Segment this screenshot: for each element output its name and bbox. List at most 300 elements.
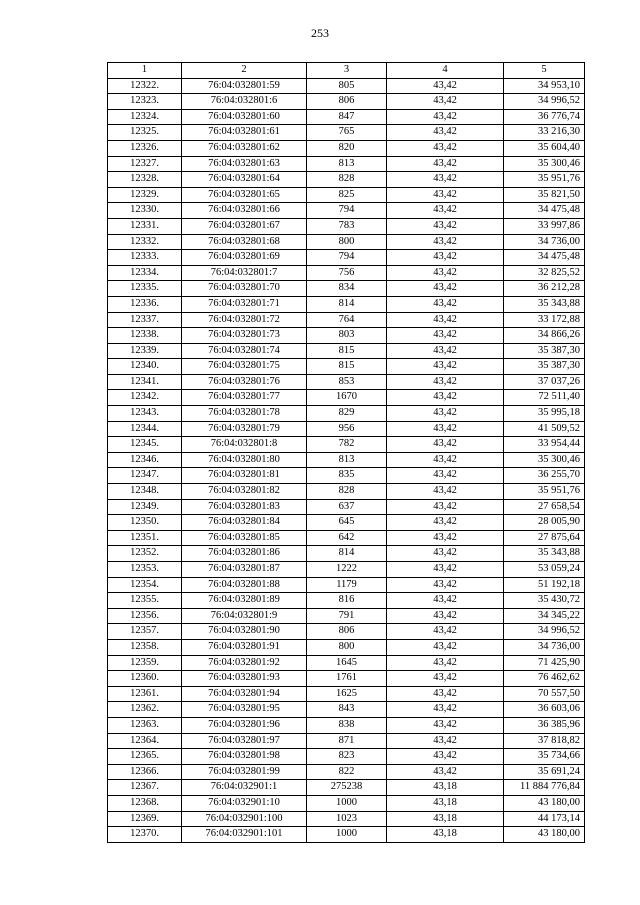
cadastral-number-cell: 76:04:032901:101 bbox=[182, 827, 307, 843]
row-number-cell: 12361. bbox=[108, 686, 182, 702]
row-number-cell: 12356. bbox=[108, 608, 182, 624]
row-number-cell: 12337. bbox=[108, 312, 182, 328]
column-header-area: 3 bbox=[307, 63, 387, 79]
area-cell: 1625 bbox=[307, 686, 387, 702]
row-number-cell: 12352. bbox=[108, 546, 182, 562]
value-cell: 34 475,48 bbox=[504, 203, 585, 219]
page-number: 253 bbox=[311, 26, 329, 40]
table-row bbox=[108, 671, 585, 687]
table-row bbox=[108, 530, 585, 546]
cadastral-number-cell: 76:04:032901:100 bbox=[182, 811, 307, 827]
value-cell: 35 951,76 bbox=[504, 484, 585, 500]
value-cell: 36 776,74 bbox=[504, 109, 585, 125]
value-cell: 37 818,82 bbox=[504, 733, 585, 749]
value-cell: 27 875,64 bbox=[504, 530, 585, 546]
table-row bbox=[108, 343, 585, 359]
cadastral-number-cell: 76:04:032801:70 bbox=[182, 281, 307, 297]
table-row bbox=[108, 515, 585, 531]
table-row bbox=[108, 234, 585, 250]
rate-cell: 43,42 bbox=[387, 78, 504, 94]
area-cell: 853 bbox=[307, 374, 387, 390]
value-cell: 35 995,18 bbox=[504, 406, 585, 422]
value-cell: 70 557,50 bbox=[504, 686, 585, 702]
table-row bbox=[108, 172, 585, 188]
value-cell: 11 884 776,84 bbox=[504, 780, 585, 796]
table-row bbox=[108, 359, 585, 375]
value-cell: 41 509,52 bbox=[504, 421, 585, 437]
rate-cell: 43,42 bbox=[387, 686, 504, 702]
value-cell: 43 180,00 bbox=[504, 827, 585, 843]
table-row bbox=[108, 499, 585, 515]
rate-cell: 43,42 bbox=[387, 140, 504, 156]
cadastral-number-cell: 76:04:032801:90 bbox=[182, 624, 307, 640]
rate-cell: 43,42 bbox=[387, 156, 504, 172]
row-number-cell: 12328. bbox=[108, 172, 182, 188]
table-row bbox=[108, 296, 585, 312]
cadastral-number-cell: 76:04:032801:81 bbox=[182, 468, 307, 484]
rate-cell: 43,42 bbox=[387, 515, 504, 531]
area-cell: 814 bbox=[307, 546, 387, 562]
area-cell: 815 bbox=[307, 343, 387, 359]
area-cell: 822 bbox=[307, 764, 387, 780]
row-number-cell: 12333. bbox=[108, 250, 182, 266]
value-cell: 34 345,22 bbox=[504, 608, 585, 624]
row-number-cell: 12362. bbox=[108, 702, 182, 718]
area-cell: 791 bbox=[307, 608, 387, 624]
cadastral-number-cell: 76:04:032901:10 bbox=[182, 795, 307, 811]
rate-cell: 43,42 bbox=[387, 421, 504, 437]
area-cell: 1222 bbox=[307, 562, 387, 578]
cadastral-number-cell: 76:04:032801:6 bbox=[182, 94, 307, 110]
cadastral-number-cell: 76:04:032801:59 bbox=[182, 78, 307, 94]
area-cell: 956 bbox=[307, 421, 387, 437]
cadastral-number-cell: 76:04:032801:91 bbox=[182, 639, 307, 655]
cadastral-number-cell: 76:04:032801:82 bbox=[182, 484, 307, 500]
rate-cell: 43,42 bbox=[387, 468, 504, 484]
table-row bbox=[108, 577, 585, 593]
value-cell: 71 425,90 bbox=[504, 655, 585, 671]
rate-cell: 43,42 bbox=[387, 593, 504, 609]
row-number-cell: 12365. bbox=[108, 749, 182, 765]
area-cell: 825 bbox=[307, 187, 387, 203]
table-row bbox=[108, 156, 585, 172]
cadastral-number-cell: 76:04:032801:8 bbox=[182, 437, 307, 453]
area-cell: 764 bbox=[307, 312, 387, 328]
area-cell: 813 bbox=[307, 156, 387, 172]
row-number-cell: 12363. bbox=[108, 717, 182, 733]
table-row bbox=[108, 390, 585, 406]
area-cell: 645 bbox=[307, 515, 387, 531]
table-row bbox=[108, 406, 585, 422]
row-number-cell: 12343. bbox=[108, 406, 182, 422]
row-number-cell: 12353. bbox=[108, 562, 182, 578]
column-header-number: 1 bbox=[108, 63, 182, 79]
cadastral-number-cell: 76:04:032801:74 bbox=[182, 343, 307, 359]
rate-cell: 43,42 bbox=[387, 94, 504, 110]
area-cell: 843 bbox=[307, 702, 387, 718]
value-cell: 34 475,48 bbox=[504, 250, 585, 266]
value-cell: 43 180,00 bbox=[504, 795, 585, 811]
table-row bbox=[108, 686, 585, 702]
rate-cell: 43,42 bbox=[387, 733, 504, 749]
cadastral-number-cell: 76:04:032801:87 bbox=[182, 562, 307, 578]
rate-cell: 43,18 bbox=[387, 811, 504, 827]
table-row bbox=[108, 374, 585, 390]
area-cell: 1023 bbox=[307, 811, 387, 827]
row-number-cell: 12323. bbox=[108, 94, 182, 110]
table-row bbox=[108, 468, 585, 484]
table-row bbox=[108, 250, 585, 266]
rate-cell: 43,42 bbox=[387, 328, 504, 344]
rate-cell: 43,18 bbox=[387, 795, 504, 811]
row-number-cell: 12335. bbox=[108, 281, 182, 297]
cadastral-number-cell: 76:04:032801:78 bbox=[182, 406, 307, 422]
table-row bbox=[108, 655, 585, 671]
table-row bbox=[108, 733, 585, 749]
table-row bbox=[108, 140, 585, 156]
value-cell: 35 387,30 bbox=[504, 343, 585, 359]
rate-cell: 43,42 bbox=[387, 624, 504, 640]
cadastral-number-cell: 76:04:032801:66 bbox=[182, 203, 307, 219]
rate-cell: 43,42 bbox=[387, 359, 504, 375]
area-cell: 1179 bbox=[307, 577, 387, 593]
rate-cell: 43,42 bbox=[387, 577, 504, 593]
value-cell: 33 997,86 bbox=[504, 218, 585, 234]
area-cell: 1761 bbox=[307, 671, 387, 687]
table-row bbox=[108, 795, 585, 811]
rate-cell: 43,42 bbox=[387, 484, 504, 500]
rate-cell: 43,42 bbox=[387, 374, 504, 390]
table-row bbox=[108, 562, 585, 578]
rate-cell: 43,42 bbox=[387, 764, 504, 780]
rate-cell: 43,42 bbox=[387, 187, 504, 203]
row-number-cell: 12345. bbox=[108, 437, 182, 453]
header-row bbox=[108, 63, 585, 79]
value-cell: 34 996,52 bbox=[504, 624, 585, 640]
rate-cell: 43,42 bbox=[387, 546, 504, 562]
table-row bbox=[108, 546, 585, 562]
row-number-cell: 12366. bbox=[108, 764, 182, 780]
rate-cell: 43,42 bbox=[387, 390, 504, 406]
cadastral-number-cell: 76:04:032801:84 bbox=[182, 515, 307, 531]
value-cell: 36 212,28 bbox=[504, 281, 585, 297]
table-row bbox=[108, 328, 585, 344]
rate-cell: 43,42 bbox=[387, 530, 504, 546]
area-cell: 828 bbox=[307, 484, 387, 500]
rate-cell: 43,42 bbox=[387, 562, 504, 578]
rate-cell: 43,42 bbox=[387, 343, 504, 359]
value-cell: 36 255,70 bbox=[504, 468, 585, 484]
area-cell: 794 bbox=[307, 250, 387, 266]
value-cell: 37 037,26 bbox=[504, 374, 585, 390]
area-cell: 820 bbox=[307, 140, 387, 156]
value-cell: 35 343,88 bbox=[504, 546, 585, 562]
table-row bbox=[108, 109, 585, 125]
row-number-cell: 12330. bbox=[108, 203, 182, 219]
rate-cell: 43,18 bbox=[387, 780, 504, 796]
table-row bbox=[108, 281, 585, 297]
table-row bbox=[108, 827, 585, 843]
rate-cell: 43,42 bbox=[387, 639, 504, 655]
table-row bbox=[108, 203, 585, 219]
cadastral-number-cell: 76:04:032801:98 bbox=[182, 749, 307, 765]
cadastral-number-cell: 76:04:032801:77 bbox=[182, 390, 307, 406]
row-number-cell: 12336. bbox=[108, 296, 182, 312]
row-number-cell: 12355. bbox=[108, 593, 182, 609]
rate-cell: 43,42 bbox=[387, 437, 504, 453]
cadastral-number-cell: 76:04:032801:92 bbox=[182, 655, 307, 671]
area-cell: 765 bbox=[307, 125, 387, 141]
table-row bbox=[108, 265, 585, 281]
area-cell: 816 bbox=[307, 593, 387, 609]
land-plot-table bbox=[107, 62, 585, 843]
area-cell: 871 bbox=[307, 733, 387, 749]
value-cell: 72 511,40 bbox=[504, 390, 585, 406]
table-row bbox=[108, 187, 585, 203]
value-cell: 27 658,54 bbox=[504, 499, 585, 515]
table-row bbox=[108, 125, 585, 141]
cadastral-number-cell: 76:04:032801:63 bbox=[182, 156, 307, 172]
table-body bbox=[108, 78, 585, 842]
cadastral-number-cell: 76:04:032801:64 bbox=[182, 172, 307, 188]
row-number-cell: 12368. bbox=[108, 795, 182, 811]
rate-cell: 43,42 bbox=[387, 406, 504, 422]
cadastral-number-cell: 76:04:032801:68 bbox=[182, 234, 307, 250]
value-cell: 33 954,44 bbox=[504, 437, 585, 453]
rate-cell: 43,42 bbox=[387, 608, 504, 624]
value-cell: 36 385,96 bbox=[504, 717, 585, 733]
value-cell: 35 821,50 bbox=[504, 187, 585, 203]
value-cell: 33 216,30 bbox=[504, 125, 585, 141]
cadastral-number-cell: 76:04:032801:60 bbox=[182, 109, 307, 125]
cadastral-number-cell: 76:04:032801:96 bbox=[182, 717, 307, 733]
rate-cell: 43,42 bbox=[387, 312, 504, 328]
value-cell: 35 387,30 bbox=[504, 359, 585, 375]
value-cell: 33 172,88 bbox=[504, 312, 585, 328]
rate-cell: 43,42 bbox=[387, 109, 504, 125]
row-number-cell: 12342. bbox=[108, 390, 182, 406]
row-number-cell: 12327. bbox=[108, 156, 182, 172]
row-number-cell: 12370. bbox=[108, 827, 182, 843]
table-row bbox=[108, 764, 585, 780]
table-row bbox=[108, 608, 585, 624]
row-number-cell: 12350. bbox=[108, 515, 182, 531]
cadastral-number-cell: 76:04:032801:73 bbox=[182, 328, 307, 344]
rate-cell: 43,42 bbox=[387, 265, 504, 281]
cadastral-number-cell: 76:04:032801:99 bbox=[182, 764, 307, 780]
value-cell: 32 825,52 bbox=[504, 265, 585, 281]
rate-cell: 43,42 bbox=[387, 671, 504, 687]
area-cell: 814 bbox=[307, 296, 387, 312]
cadastral-number-cell: 76:04:032801:79 bbox=[182, 421, 307, 437]
value-cell: 44 173,14 bbox=[504, 811, 585, 827]
area-cell: 805 bbox=[307, 78, 387, 94]
area-cell: 838 bbox=[307, 717, 387, 733]
cadastral-number-cell: 76:04:032801:95 bbox=[182, 702, 307, 718]
row-number-cell: 12344. bbox=[108, 421, 182, 437]
column-header-rate: 4 bbox=[387, 63, 504, 79]
cadastral-number-cell: 76:04:032801:93 bbox=[182, 671, 307, 687]
cadastral-number-cell: 76:04:032801:86 bbox=[182, 546, 307, 562]
table-row bbox=[108, 717, 585, 733]
row-number-cell: 12324. bbox=[108, 109, 182, 125]
rate-cell: 43,42 bbox=[387, 234, 504, 250]
table-row bbox=[108, 421, 585, 437]
area-cell: 756 bbox=[307, 265, 387, 281]
row-number-cell: 12369. bbox=[108, 811, 182, 827]
column-header-cadastral: 2 bbox=[182, 63, 307, 79]
cadastral-number-cell: 76:04:032801:89 bbox=[182, 593, 307, 609]
area-cell: 815 bbox=[307, 359, 387, 375]
value-cell: 51 192,18 bbox=[504, 577, 585, 593]
row-number-cell: 12322. bbox=[108, 78, 182, 94]
table-row bbox=[108, 484, 585, 500]
cadastral-number-cell: 76:04:032801:71 bbox=[182, 296, 307, 312]
value-cell: 35 343,88 bbox=[504, 296, 585, 312]
table-row bbox=[108, 639, 585, 655]
table-row bbox=[108, 780, 585, 796]
area-cell: 806 bbox=[307, 94, 387, 110]
value-cell: 35 951,76 bbox=[504, 172, 585, 188]
cadastral-number-cell: 76:04:032801:83 bbox=[182, 499, 307, 515]
table-row bbox=[108, 452, 585, 468]
cadastral-number-cell: 76:04:032801:88 bbox=[182, 577, 307, 593]
area-cell: 794 bbox=[307, 203, 387, 219]
table-row bbox=[108, 78, 585, 94]
cadastral-number-cell: 76:04:032801:69 bbox=[182, 250, 307, 266]
rate-cell: 43,18 bbox=[387, 827, 504, 843]
table-row bbox=[108, 624, 585, 640]
value-cell: 35 430,72 bbox=[504, 593, 585, 609]
value-cell: 36 603,06 bbox=[504, 702, 585, 718]
row-number-cell: 12346. bbox=[108, 452, 182, 468]
area-cell: 1000 bbox=[307, 795, 387, 811]
table-row bbox=[108, 437, 585, 453]
rate-cell: 43,42 bbox=[387, 250, 504, 266]
rate-cell: 43,42 bbox=[387, 281, 504, 297]
area-cell: 834 bbox=[307, 281, 387, 297]
cadastral-number-cell: 76:04:032801:7 bbox=[182, 265, 307, 281]
area-cell: 800 bbox=[307, 234, 387, 250]
row-number-cell: 12354. bbox=[108, 577, 182, 593]
cadastral-number-cell: 76:04:032801:85 bbox=[182, 530, 307, 546]
cadastral-number-cell: 76:04:032801:94 bbox=[182, 686, 307, 702]
area-cell: 847 bbox=[307, 109, 387, 125]
value-cell: 76 462,62 bbox=[504, 671, 585, 687]
row-number-cell: 12325. bbox=[108, 125, 182, 141]
row-number-cell: 12326. bbox=[108, 140, 182, 156]
area-cell: 1645 bbox=[307, 655, 387, 671]
row-number-cell: 12334. bbox=[108, 265, 182, 281]
table-row bbox=[108, 749, 585, 765]
row-number-cell: 12360. bbox=[108, 671, 182, 687]
value-cell: 53 059,24 bbox=[504, 562, 585, 578]
rate-cell: 43,42 bbox=[387, 296, 504, 312]
row-number-cell: 12339. bbox=[108, 343, 182, 359]
area-cell: 800 bbox=[307, 639, 387, 655]
column-header-value: 5 bbox=[504, 63, 585, 79]
rate-cell: 43,42 bbox=[387, 655, 504, 671]
area-cell: 829 bbox=[307, 406, 387, 422]
value-cell: 35 604,40 bbox=[504, 140, 585, 156]
row-number-cell: 12357. bbox=[108, 624, 182, 640]
cadastral-number-cell: 76:04:032801:76 bbox=[182, 374, 307, 390]
area-cell: 637 bbox=[307, 499, 387, 515]
cadastral-number-cell: 76:04:032801:62 bbox=[182, 140, 307, 156]
rate-cell: 43,42 bbox=[387, 218, 504, 234]
value-cell: 34 953,10 bbox=[504, 78, 585, 94]
area-cell: 806 bbox=[307, 624, 387, 640]
area-cell: 828 bbox=[307, 172, 387, 188]
rate-cell: 43,42 bbox=[387, 452, 504, 468]
row-number-cell: 12341. bbox=[108, 374, 182, 390]
table-row bbox=[108, 312, 585, 328]
row-number-cell: 12340. bbox=[108, 359, 182, 375]
table-row bbox=[108, 94, 585, 110]
table-row bbox=[108, 593, 585, 609]
table-row bbox=[108, 702, 585, 718]
row-number-cell: 12359. bbox=[108, 655, 182, 671]
value-cell: 34 866,26 bbox=[504, 328, 585, 344]
row-number-cell: 12331. bbox=[108, 218, 182, 234]
value-cell: 28 005,90 bbox=[504, 515, 585, 531]
row-number-cell: 12347. bbox=[108, 468, 182, 484]
row-number-cell: 12338. bbox=[108, 328, 182, 344]
rate-cell: 43,42 bbox=[387, 499, 504, 515]
table-row bbox=[108, 811, 585, 827]
rate-cell: 43,42 bbox=[387, 717, 504, 733]
area-cell: 835 bbox=[307, 468, 387, 484]
rate-cell: 43,42 bbox=[387, 749, 504, 765]
table-row bbox=[108, 218, 585, 234]
area-cell: 783 bbox=[307, 218, 387, 234]
cadastral-number-cell: 76:04:032801:97 bbox=[182, 733, 307, 749]
area-cell: 823 bbox=[307, 749, 387, 765]
row-number-cell: 12351. bbox=[108, 530, 182, 546]
value-cell: 35 691,24 bbox=[504, 764, 585, 780]
row-number-cell: 12358. bbox=[108, 639, 182, 655]
rate-cell: 43,42 bbox=[387, 702, 504, 718]
cadastral-number-cell: 76:04:032801:80 bbox=[182, 452, 307, 468]
area-cell: 1000 bbox=[307, 827, 387, 843]
value-cell: 34 736,00 bbox=[504, 639, 585, 655]
rate-cell: 43,42 bbox=[387, 125, 504, 141]
cadastral-number-cell: 76:04:032801:75 bbox=[182, 359, 307, 375]
area-cell: 813 bbox=[307, 452, 387, 468]
value-cell: 34 736,00 bbox=[504, 234, 585, 250]
cadastral-number-cell: 76:04:032801:72 bbox=[182, 312, 307, 328]
cadastral-number-cell: 76:04:032801:65 bbox=[182, 187, 307, 203]
row-number-cell: 12364. bbox=[108, 733, 182, 749]
row-number-cell: 12329. bbox=[108, 187, 182, 203]
value-cell: 35 300,46 bbox=[504, 452, 585, 468]
row-number-cell: 12348. bbox=[108, 484, 182, 500]
area-cell: 782 bbox=[307, 437, 387, 453]
value-cell: 35 300,46 bbox=[504, 156, 585, 172]
cadastral-number-cell: 76:04:032801:61 bbox=[182, 125, 307, 141]
row-number-cell: 12349. bbox=[108, 499, 182, 515]
area-cell: 642 bbox=[307, 530, 387, 546]
rate-cell: 43,42 bbox=[387, 172, 504, 188]
area-cell: 275238 bbox=[307, 780, 387, 796]
area-cell: 803 bbox=[307, 328, 387, 344]
value-cell: 35 734,66 bbox=[504, 749, 585, 765]
row-number-cell: 12332. bbox=[108, 234, 182, 250]
value-cell: 34 996,52 bbox=[504, 94, 585, 110]
rate-cell: 43,42 bbox=[387, 203, 504, 219]
cadastral-number-cell: 76:04:032801:67 bbox=[182, 218, 307, 234]
cadastral-number-cell: 76:04:032801:9 bbox=[182, 608, 307, 624]
